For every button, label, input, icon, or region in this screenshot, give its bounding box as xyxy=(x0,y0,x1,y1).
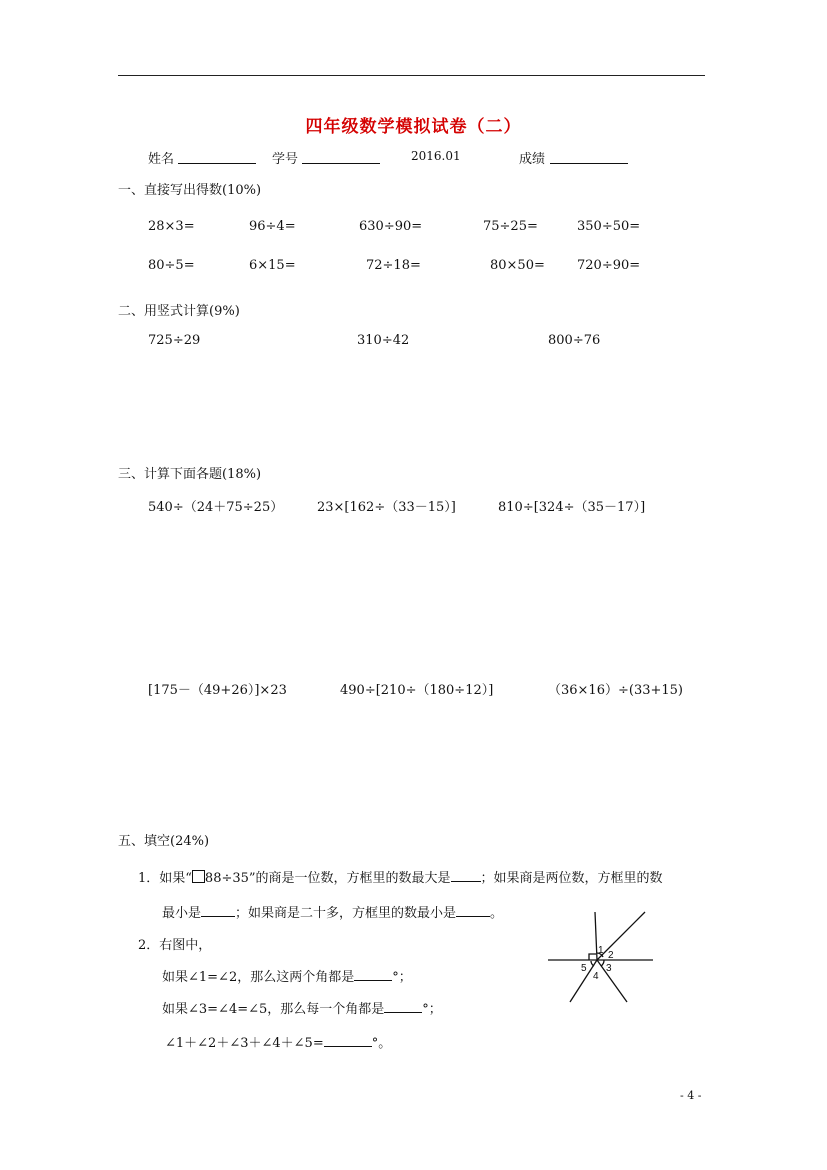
section5-heading: 五、填空(24%) xyxy=(118,834,210,849)
oral-calc-item: 6×15= xyxy=(249,258,296,273)
answer-blank[interactable] xyxy=(324,1034,372,1047)
section3-heading: 三、计算下面各题(18%) xyxy=(118,467,262,482)
exam-date: 2016.01 xyxy=(411,149,461,163)
angle-arc xyxy=(591,961,594,966)
box-placeholder xyxy=(192,870,205,883)
section1-heading: 一、直接写出得数(10%) xyxy=(118,183,262,198)
angle-label: 1 xyxy=(598,945,604,956)
angle-label: 2 xyxy=(608,950,614,961)
angle-label: 5 xyxy=(581,963,587,974)
oral-calc-item: 96÷4= xyxy=(249,219,296,234)
question-2-intro: 2．右图中， xyxy=(138,938,212,953)
page-title: 四年级数学模拟试卷（二） xyxy=(305,117,522,137)
question-1-text: 最小是 xyxy=(162,906,202,921)
question-2-text: ∠1＋∠2＋∠3＋∠4＋∠5= xyxy=(165,1036,324,1051)
name-label: 姓名 xyxy=(148,152,175,167)
calc-item: 23×[162÷（33－15）] xyxy=(317,500,456,515)
answer-blank[interactable] xyxy=(456,904,490,917)
question-1-text: ；如果商是二十多，方框里的数最小是 xyxy=(235,906,457,921)
vertical-calc-item: 800÷76 xyxy=(548,333,601,348)
question-1-text: 1．如果“ xyxy=(138,871,192,886)
question-2-text: 如果∠1=∠2，那么这两个角都是 xyxy=(162,970,355,985)
vertical-calc-item: 310÷42 xyxy=(357,333,410,348)
header-rule xyxy=(118,75,705,76)
score-blank[interactable] xyxy=(550,148,628,164)
calc-item: 810÷[324÷（35－17）] xyxy=(498,500,646,515)
oral-calc-item: 80×50= xyxy=(490,258,545,273)
question-1-text: 。 xyxy=(490,906,504,921)
question-1-line-1 xyxy=(138,867,663,886)
calc-item: （36×16）÷(33+15) xyxy=(548,683,683,698)
question-2-line-c xyxy=(165,1032,391,1051)
question-2-text: °。 xyxy=(371,1036,392,1051)
answer-blank[interactable] xyxy=(384,1000,422,1013)
question-2-line-a xyxy=(162,966,412,985)
question-1-text: ；如果商是两位数，方框里的数 xyxy=(480,871,663,886)
question-2-text: °； xyxy=(392,970,412,985)
question-1-line-2 xyxy=(162,902,503,921)
angle-figure xyxy=(545,908,657,1008)
question-2-text: °； xyxy=(422,1002,442,1017)
oral-calc-item: 80÷5= xyxy=(148,258,195,273)
answer-blank[interactable] xyxy=(354,968,392,981)
oral-calc-item: 28×3= xyxy=(148,219,195,234)
question-2-text: 如果∠3=∠4=∠5，那么每一个角都是 xyxy=(162,1002,385,1017)
score-label: 成绩 xyxy=(519,152,546,167)
page-number: - 4 - xyxy=(680,1089,702,1102)
diagonal-ray xyxy=(597,912,645,960)
oral-calc-item: 75÷25= xyxy=(483,219,538,234)
right-angle-mark xyxy=(589,954,596,960)
angle-label: 3 xyxy=(606,963,612,974)
angle-label: 4 xyxy=(593,971,599,982)
section2-heading: 二、用竖式计算(9%) xyxy=(118,304,240,319)
vertical-ray xyxy=(595,912,597,960)
calc-item: 490÷[210÷（180÷12）] xyxy=(340,683,494,698)
oral-calc-item: 72÷18= xyxy=(366,258,421,273)
angle-arc xyxy=(601,960,604,966)
calc-item: 540÷（24＋75÷25） xyxy=(148,500,284,515)
question-2-line-b xyxy=(162,998,442,1017)
calc-item: [175－（49+26）]×23 xyxy=(148,683,287,698)
oral-calc-item: 630÷90= xyxy=(359,219,423,234)
question-1-text: 88÷35”的商是一位数，方框里的数最大是 xyxy=(204,871,451,886)
id-blank[interactable] xyxy=(302,148,380,164)
name-blank[interactable] xyxy=(178,148,256,164)
answer-blank[interactable] xyxy=(451,869,481,882)
answer-blank[interactable] xyxy=(201,904,235,917)
oral-calc-item: 720÷90= xyxy=(577,258,641,273)
id-label: 学号 xyxy=(272,152,299,167)
vertical-calc-item: 725÷29 xyxy=(148,333,201,348)
oral-calc-item: 350÷50= xyxy=(577,219,641,234)
